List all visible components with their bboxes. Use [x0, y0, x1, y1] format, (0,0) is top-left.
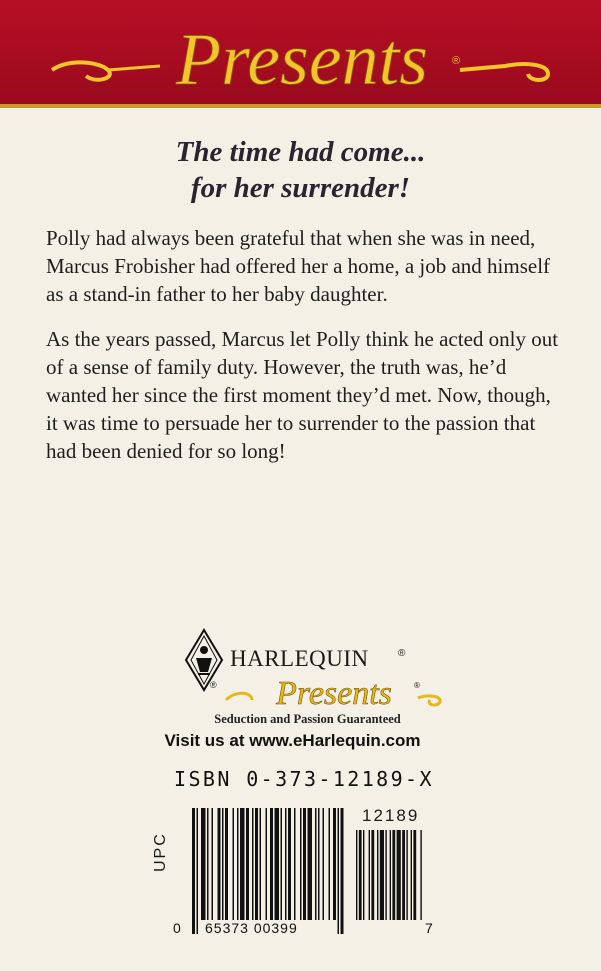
barcode-bar — [315, 808, 317, 920]
headline-line-1: The time had come... — [175, 136, 426, 168]
addon-bar — [390, 830, 391, 920]
barcode-bar — [300, 808, 302, 920]
tagline-row — [0, 712, 601, 727]
addon-bar — [369, 830, 370, 920]
presents-wordmark: Presents — [175, 19, 429, 101]
barcode-bar — [246, 808, 249, 920]
barcode-bar — [237, 808, 239, 920]
barcode-bar — [222, 808, 224, 920]
barcode-bar — [225, 808, 228, 920]
barcode-bar — [338, 808, 340, 934]
presents-small-wordmark: Presents — [276, 675, 392, 712]
blurb-paragraph-1: Polly had always been grateful that when she was in need, Marcus Frobisher had offered her a home, a job and himself as a stand-in father to her baby daughter. — [46, 226, 551, 306]
barcode-bar — [266, 808, 268, 920]
addon-bar — [385, 830, 386, 920]
right-swoosh — [460, 64, 548, 80]
barcode-bar — [201, 808, 206, 920]
left-swoosh — [52, 62, 110, 79]
barcode-bar — [218, 808, 221, 920]
addon-bar — [406, 830, 407, 920]
barcode-bar — [341, 808, 344, 934]
back-cover-blurb — [46, 224, 566, 482]
barcode-bar — [281, 808, 283, 920]
addon-code: 12189 — [362, 806, 420, 825]
addon-bar — [356, 830, 357, 920]
addon-bar — [363, 830, 364, 920]
barcode-bar — [318, 808, 320, 920]
addon-bar — [402, 830, 405, 920]
addon-bar — [411, 830, 412, 920]
barcode-bar — [255, 808, 258, 920]
website-text: Visit us at www.eHarlequin.com — [164, 731, 421, 750]
barcode-bar — [308, 808, 313, 920]
isbn: ISBN 0-373-12189-X — [174, 767, 434, 791]
barcode-bar — [207, 808, 209, 920]
barcode-bar — [275, 808, 280, 920]
website-row — [0, 731, 601, 751]
barcode-bar — [329, 808, 331, 920]
barcode-bar — [212, 808, 214, 920]
barcode-bar — [270, 808, 273, 920]
barcode-bar — [303, 808, 306, 920]
harlequin-registered-mark: ® — [398, 648, 406, 659]
barcode-bar — [240, 808, 245, 920]
barcode-left-digit: 0 — [173, 920, 181, 936]
barcode-bar — [260, 808, 262, 920]
barcode-bar — [197, 808, 199, 934]
registered-mark: ® — [452, 55, 461, 67]
addon-bar — [392, 830, 395, 920]
presents-small-logo — [222, 674, 446, 714]
upc-barcode — [160, 800, 440, 940]
headline-line-2: for her surrender! — [190, 172, 411, 204]
barcode-bar — [233, 808, 235, 920]
presents-small-registered: ® — [414, 681, 420, 690]
addon-bar — [397, 830, 401, 920]
barcode-bar — [333, 808, 336, 920]
barcode-bar — [323, 808, 325, 920]
blurb-paragraph-2: As the years passed, Marcus let Polly think he acted only out of a sense of family duty. However, the truth was, he’d wanted her since the first moment they’d met. Now, though, it was time to persuade her to surrender to the passion that had been denied for so long! — [46, 327, 559, 463]
barcode-right-digit: 7 — [425, 920, 433, 936]
barcode-bar — [192, 808, 195, 934]
addon-bar — [371, 830, 374, 920]
addon-bar — [359, 830, 362, 920]
barcode-bar — [294, 808, 296, 920]
addon-bar — [420, 830, 421, 920]
addon-bar — [413, 830, 416, 920]
addon-bar — [377, 830, 378, 920]
barcode-bar — [252, 808, 254, 920]
headline — [0, 134, 601, 206]
logo-registered-mark: ® — [210, 680, 217, 690]
upc-label: UPC — [152, 832, 169, 872]
top-banner — [0, 0, 601, 108]
addon-bar — [380, 830, 384, 920]
harlequin-wordmark: HARLEQUIN — [230, 646, 369, 671]
tagline: Seduction and Passion Guaranteed — [214, 712, 401, 726]
barcode-bar — [285, 808, 287, 920]
barcode-main-digits: 65373 00399 — [205, 920, 298, 936]
harlequin-diamond-icon — [184, 628, 224, 692]
presents-logo — [0, 0, 601, 104]
barcode-bar — [288, 808, 291, 920]
